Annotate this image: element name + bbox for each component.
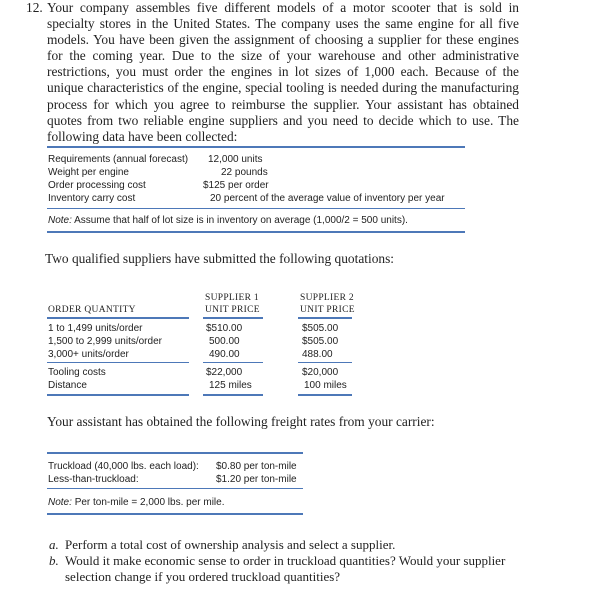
table2-rule-col1 — [47, 317, 189, 319]
supplier2-subheader: UNIT PRICE — [300, 305, 355, 315]
question-label: a. — [49, 537, 59, 552]
table3-note — [48, 496, 224, 509]
table1-row-label: Weight per engine — [48, 167, 129, 178]
question-label: b. — [49, 553, 59, 568]
table2-mid-rule-col3 — [298, 362, 352, 363]
table2-row-quantity: 1 to 1,499 units/order — [48, 323, 143, 334]
table2-row-s1: 490.00 — [209, 349, 240, 360]
table3-note-text: Per ton-mile = 2,000 lbs. per mile. — [74, 497, 225, 508]
table2-row-quantity: 1,500 to 2,999 units/order — [48, 336, 162, 347]
freight-intro: Your assistant has obtained the following freight rates from your carrier: — [47, 414, 435, 429]
table1-row-value: 20 percent of the average value of inventory per year — [210, 193, 445, 204]
table3-mid-rule — [47, 488, 303, 489]
table2-extra-label: Distance — [48, 380, 87, 391]
table1-row-label: Inventory carry cost — [48, 193, 136, 204]
table2-rule-col2 — [203, 317, 263, 319]
question-item — [49, 537, 519, 553]
table2-bottom-rule-col3 — [298, 394, 352, 396]
table3-row-label: Less-than-truckload: — [48, 474, 139, 485]
table1-mid-rule — [47, 208, 465, 209]
table2-extra-s1: $22,000 — [206, 367, 243, 378]
quotations-intro: Two qualified suppliers have submitted the following quotations: — [45, 251, 395, 266]
table2-mid-rule-col1 — [47, 362, 189, 363]
table3-row-value: $1.20 per ton-mile — [216, 474, 297, 485]
table1-row-value: 12,000 units — [208, 154, 263, 165]
table1-row-label: Order processing cost — [48, 180, 146, 191]
table1-row-label: Requirements (annual forecast) — [48, 154, 189, 165]
table3-note-label: Note: — [48, 497, 72, 508]
problem-text: Your company assembles five different models of a motor scooter that is sold in specialty stores in the United States. The company uses the same engine for all five models. You have been given the assignment of choosing a supplier for these engines for the coming year. Due to the size of your warehouse and other administrative restrictions, you must order the engines in lot sizes of 1,000 each. Because of the unique characteristics of the engine, special tooling is needed during the manufacturing process for which you agree to reimburse the supplier. Your assistant has obtained quotes from two reliable engine suppliers and you need to decide which to use. The following data have been collected: — [47, 0, 519, 144]
table3-top-rule — [47, 452, 303, 454]
table1-row-value: 22 pounds — [221, 167, 268, 178]
supplier1-header: SUPPLIER 1 — [205, 293, 259, 303]
table2-row-quantity: 3,000+ units/order — [48, 349, 129, 360]
table2-row-s2: 488.00 — [302, 349, 333, 360]
question-list — [49, 537, 519, 585]
question-text: Perform a total cost of ownership analysis and select a supplier. — [65, 537, 396, 552]
table1-top-rule — [47, 146, 465, 148]
table2-extra-label: Tooling costs — [48, 367, 106, 378]
table1-note-text: Assume that half of lot size is in inventory on average (1,000/2 = 500 units). — [74, 215, 408, 226]
table2-extra-s2: $20,000 — [302, 367, 339, 378]
table1-note — [48, 214, 408, 227]
problem-number: 12. — [26, 0, 43, 15]
table1-note-label: Note: — [48, 215, 72, 226]
table2-extra-s1: 125 miles — [209, 380, 252, 391]
table2-mid-rule-col2 — [203, 362, 263, 363]
table2-row-s1: $510.00 — [206, 323, 243, 334]
table3-bottom-rule — [47, 513, 303, 515]
supplier2-header: SUPPLIER 2 — [300, 293, 354, 303]
table2-bottom-rule-col2 — [203, 394, 263, 396]
table2-row-s1: 500.00 — [209, 336, 240, 347]
table3-row-value: $0.80 per ton-mile — [216, 461, 297, 472]
table2-rule-col3 — [298, 317, 352, 319]
order-quantity-header: ORDER QUANTITY — [48, 305, 136, 315]
table2-extra-s2: 100 miles — [304, 380, 347, 391]
table2-row-s2: $505.00 — [302, 336, 339, 347]
question-item — [49, 553, 519, 585]
table1-bottom-rule — [47, 231, 465, 233]
table2-row-s2: $505.00 — [302, 323, 339, 334]
table2-bottom-rule-col1 — [47, 394, 189, 396]
table3-row-label: Truckload (40,000 lbs. each load): — [48, 461, 199, 472]
question-text: Would it make economic sense to order in truckload quantities? Would your supplier selection change if you ordered truckload quantities? — [65, 553, 506, 584]
table1-row-value: $125 per order — [203, 180, 269, 191]
supplier1-subheader: UNIT PRICE — [205, 305, 260, 315]
problem-statement — [27, 0, 519, 145]
